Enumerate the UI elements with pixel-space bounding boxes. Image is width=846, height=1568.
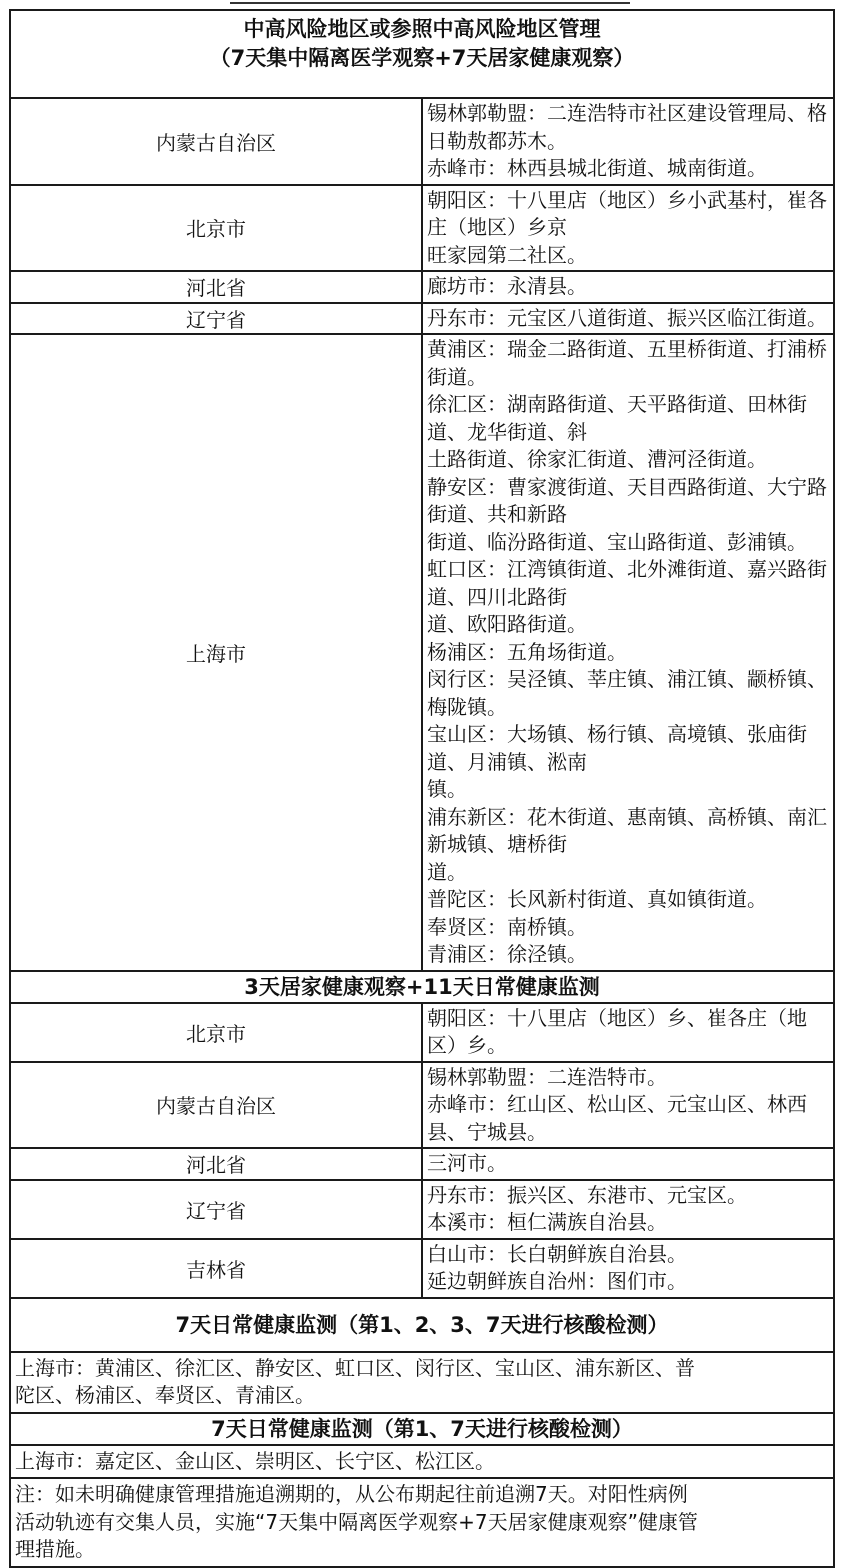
area-line: 奉贤区：南桥镇。 bbox=[427, 914, 587, 939]
area-line: 本溪市：桓仁满族自治县。 bbox=[427, 1210, 667, 1234]
section2-title: 3天居家健康观察+11天日常健康监测 bbox=[10, 971, 834, 1003]
area-line: 镇。 bbox=[427, 777, 467, 801]
area-line: 土路街道、徐家汇街道、漕河泾街道。 bbox=[427, 447, 767, 471]
province-cell: 内蒙古自治区 bbox=[10, 98, 422, 185]
province-cell: 辽宁省 bbox=[10, 303, 422, 335]
area-line: 朝阳区：十八里店（地区）乡小武基村，崔各庄（地区）乡京 bbox=[427, 187, 827, 239]
province-cell: 吉林省 bbox=[10, 1239, 422, 1298]
section1-row-inner-mongolia bbox=[10, 98, 834, 185]
section1-row-hebei bbox=[10, 271, 834, 303]
area-line: 朝阳区：十八里店（地区）乡、崔各庄（地区）乡。 bbox=[427, 1005, 807, 1057]
province-cell: 辽宁省 bbox=[10, 1180, 422, 1239]
section2-row-jilin bbox=[10, 1239, 834, 1298]
section3-header-row bbox=[10, 1298, 834, 1352]
section1-row-liaoning bbox=[10, 303, 834, 335]
area-line: 虹口区：江湾镇街道、北外滩街道、嘉兴路街道、四川北路街 bbox=[427, 557, 827, 609]
area-line: 旺家园第二社区。 bbox=[427, 242, 587, 267]
section4-header-row bbox=[10, 1413, 834, 1445]
area-line: 三河市。 bbox=[427, 1151, 507, 1175]
note-text bbox=[10, 1478, 834, 1567]
areas-cell bbox=[422, 1062, 834, 1149]
cropped-heading-underline bbox=[230, 0, 630, 4]
area-line: 杨浦区：五角场街道。 bbox=[427, 639, 627, 664]
areas-cell bbox=[422, 1003, 834, 1062]
area-line: 道。 bbox=[427, 859, 467, 884]
section3-body-row bbox=[10, 1352, 834, 1413]
area-line: 上海市：黄浦区、徐汇区、静安区、虹口区、闵行区、宝山区、浦东新区、普 bbox=[15, 1355, 695, 1380]
section4-body-row bbox=[10, 1445, 834, 1479]
province-cell: 河北省 bbox=[10, 1148, 422, 1180]
area-line: 徐汇区：湖南路街道、天平路街道、田林街道、龙华街道、斜 bbox=[427, 392, 807, 444]
area-line: 黄浦区：瑞金二路街道、五里桥街道、打浦桥街道。 bbox=[427, 337, 827, 389]
section4-title: 7天日常健康监测（第1、7天进行核酸检测） bbox=[10, 1413, 834, 1445]
section3-title: 7天日常健康监测（第1、2、3、7天进行核酸检测） bbox=[10, 1298, 834, 1352]
areas-cell bbox=[422, 334, 834, 971]
section1-row-shanghai bbox=[10, 334, 834, 971]
area-line: 普陀区：长风新村街道、真如镇街道。 bbox=[427, 887, 767, 911]
area-line: 道、欧阳路街道。 bbox=[427, 612, 587, 636]
area-line: 上海市：嘉定区、金山区、崇明区、长宁区、松江区。 bbox=[15, 1448, 495, 1473]
area-line: 白山市：长白朝鲜族自治县。 bbox=[427, 1241, 687, 1266]
area-line: 锡林郭勒盟：二连浩特市。 bbox=[427, 1064, 667, 1089]
section3-areas bbox=[10, 1352, 834, 1413]
section2-row-hebei bbox=[10, 1148, 834, 1180]
section2-row-inner-mongolia bbox=[10, 1062, 834, 1149]
area-line: 丹东市：元宝区八道街道、振兴区临江街道。 bbox=[427, 305, 827, 330]
section1-row-beijing bbox=[10, 185, 834, 272]
note-line: 注：如未明确健康管理措施追溯期的，从公布期起往前追溯7天。对阳性病例 bbox=[15, 1482, 688, 1506]
note-line: 活动轨迹有交集人员，实施“7天集中隔离医学观察+7天居家健康观察”健康管 bbox=[15, 1509, 698, 1534]
section4-areas bbox=[10, 1445, 834, 1479]
province-cell: 河北省 bbox=[10, 271, 422, 303]
areas-cell bbox=[422, 98, 834, 185]
areas-cell bbox=[422, 1180, 834, 1239]
area-line: 宝山区：大场镇、杨行镇、高境镇、张庙街道、月浦镇、淞南 bbox=[427, 722, 807, 774]
area-line: 赤峰市：林西县城北街道、城南街道。 bbox=[427, 156, 767, 180]
area-line: 浦东新区：花木街道、惠南镇、高桥镇、南汇新城镇、塘桥街 bbox=[427, 804, 827, 856]
area-line: 锡林郭勒盟：二连浩特市社区建设管理局、格日勒敖都苏木。 bbox=[427, 101, 827, 153]
risk-area-table bbox=[9, 9, 835, 1568]
area-line: 赤峰市：红山区、松山区、元宝山区、林西县、宁城县。 bbox=[427, 1092, 807, 1144]
areas-cell bbox=[422, 1148, 834, 1180]
section1-title-line1: 中高风险地区或参照中高风险地区管理 bbox=[243, 17, 601, 41]
areas-cell bbox=[422, 185, 834, 272]
area-line: 丹东市：振兴区、东港市、元宝区。 bbox=[427, 1182, 747, 1207]
area-line: 闵行区：吴泾镇、莘庄镇、浦江镇、颛桥镇、梅陇镇。 bbox=[427, 667, 827, 719]
area-line: 街道、临汾路街道、宝山路街道、彭浦镇。 bbox=[427, 529, 807, 554]
section2-header-row bbox=[10, 971, 834, 1003]
area-line: 陀区、杨浦区、奉贤区、青浦区。 bbox=[15, 1383, 315, 1407]
province-cell: 北京市 bbox=[10, 185, 422, 272]
province-cell: 上海市 bbox=[10, 334, 422, 971]
section2-row-liaoning bbox=[10, 1180, 834, 1239]
province-cell: 内蒙古自治区 bbox=[10, 1062, 422, 1149]
note-row bbox=[10, 1478, 834, 1567]
province-cell: 北京市 bbox=[10, 1003, 422, 1062]
area-line: 静安区：曹家渡街道、天目西路街道、大宁路街道、共和新路 bbox=[427, 474, 827, 526]
section1-title bbox=[10, 10, 834, 98]
area-line: 延边朝鲜族自治州：图们市。 bbox=[427, 1269, 687, 1293]
areas-cell bbox=[422, 303, 834, 335]
area-line: 青浦区：徐泾镇。 bbox=[427, 942, 587, 966]
areas-cell bbox=[422, 1239, 834, 1298]
section2-row-beijing bbox=[10, 1003, 834, 1062]
section1-title-line2: （7天集中隔离医学观察+7天居家健康观察） bbox=[209, 46, 635, 70]
areas-cell bbox=[422, 271, 834, 303]
section1-header-row bbox=[10, 10, 834, 98]
note-line: 理措施。 bbox=[15, 1537, 95, 1561]
area-line: 廊坊市：永清县。 bbox=[427, 274, 587, 298]
